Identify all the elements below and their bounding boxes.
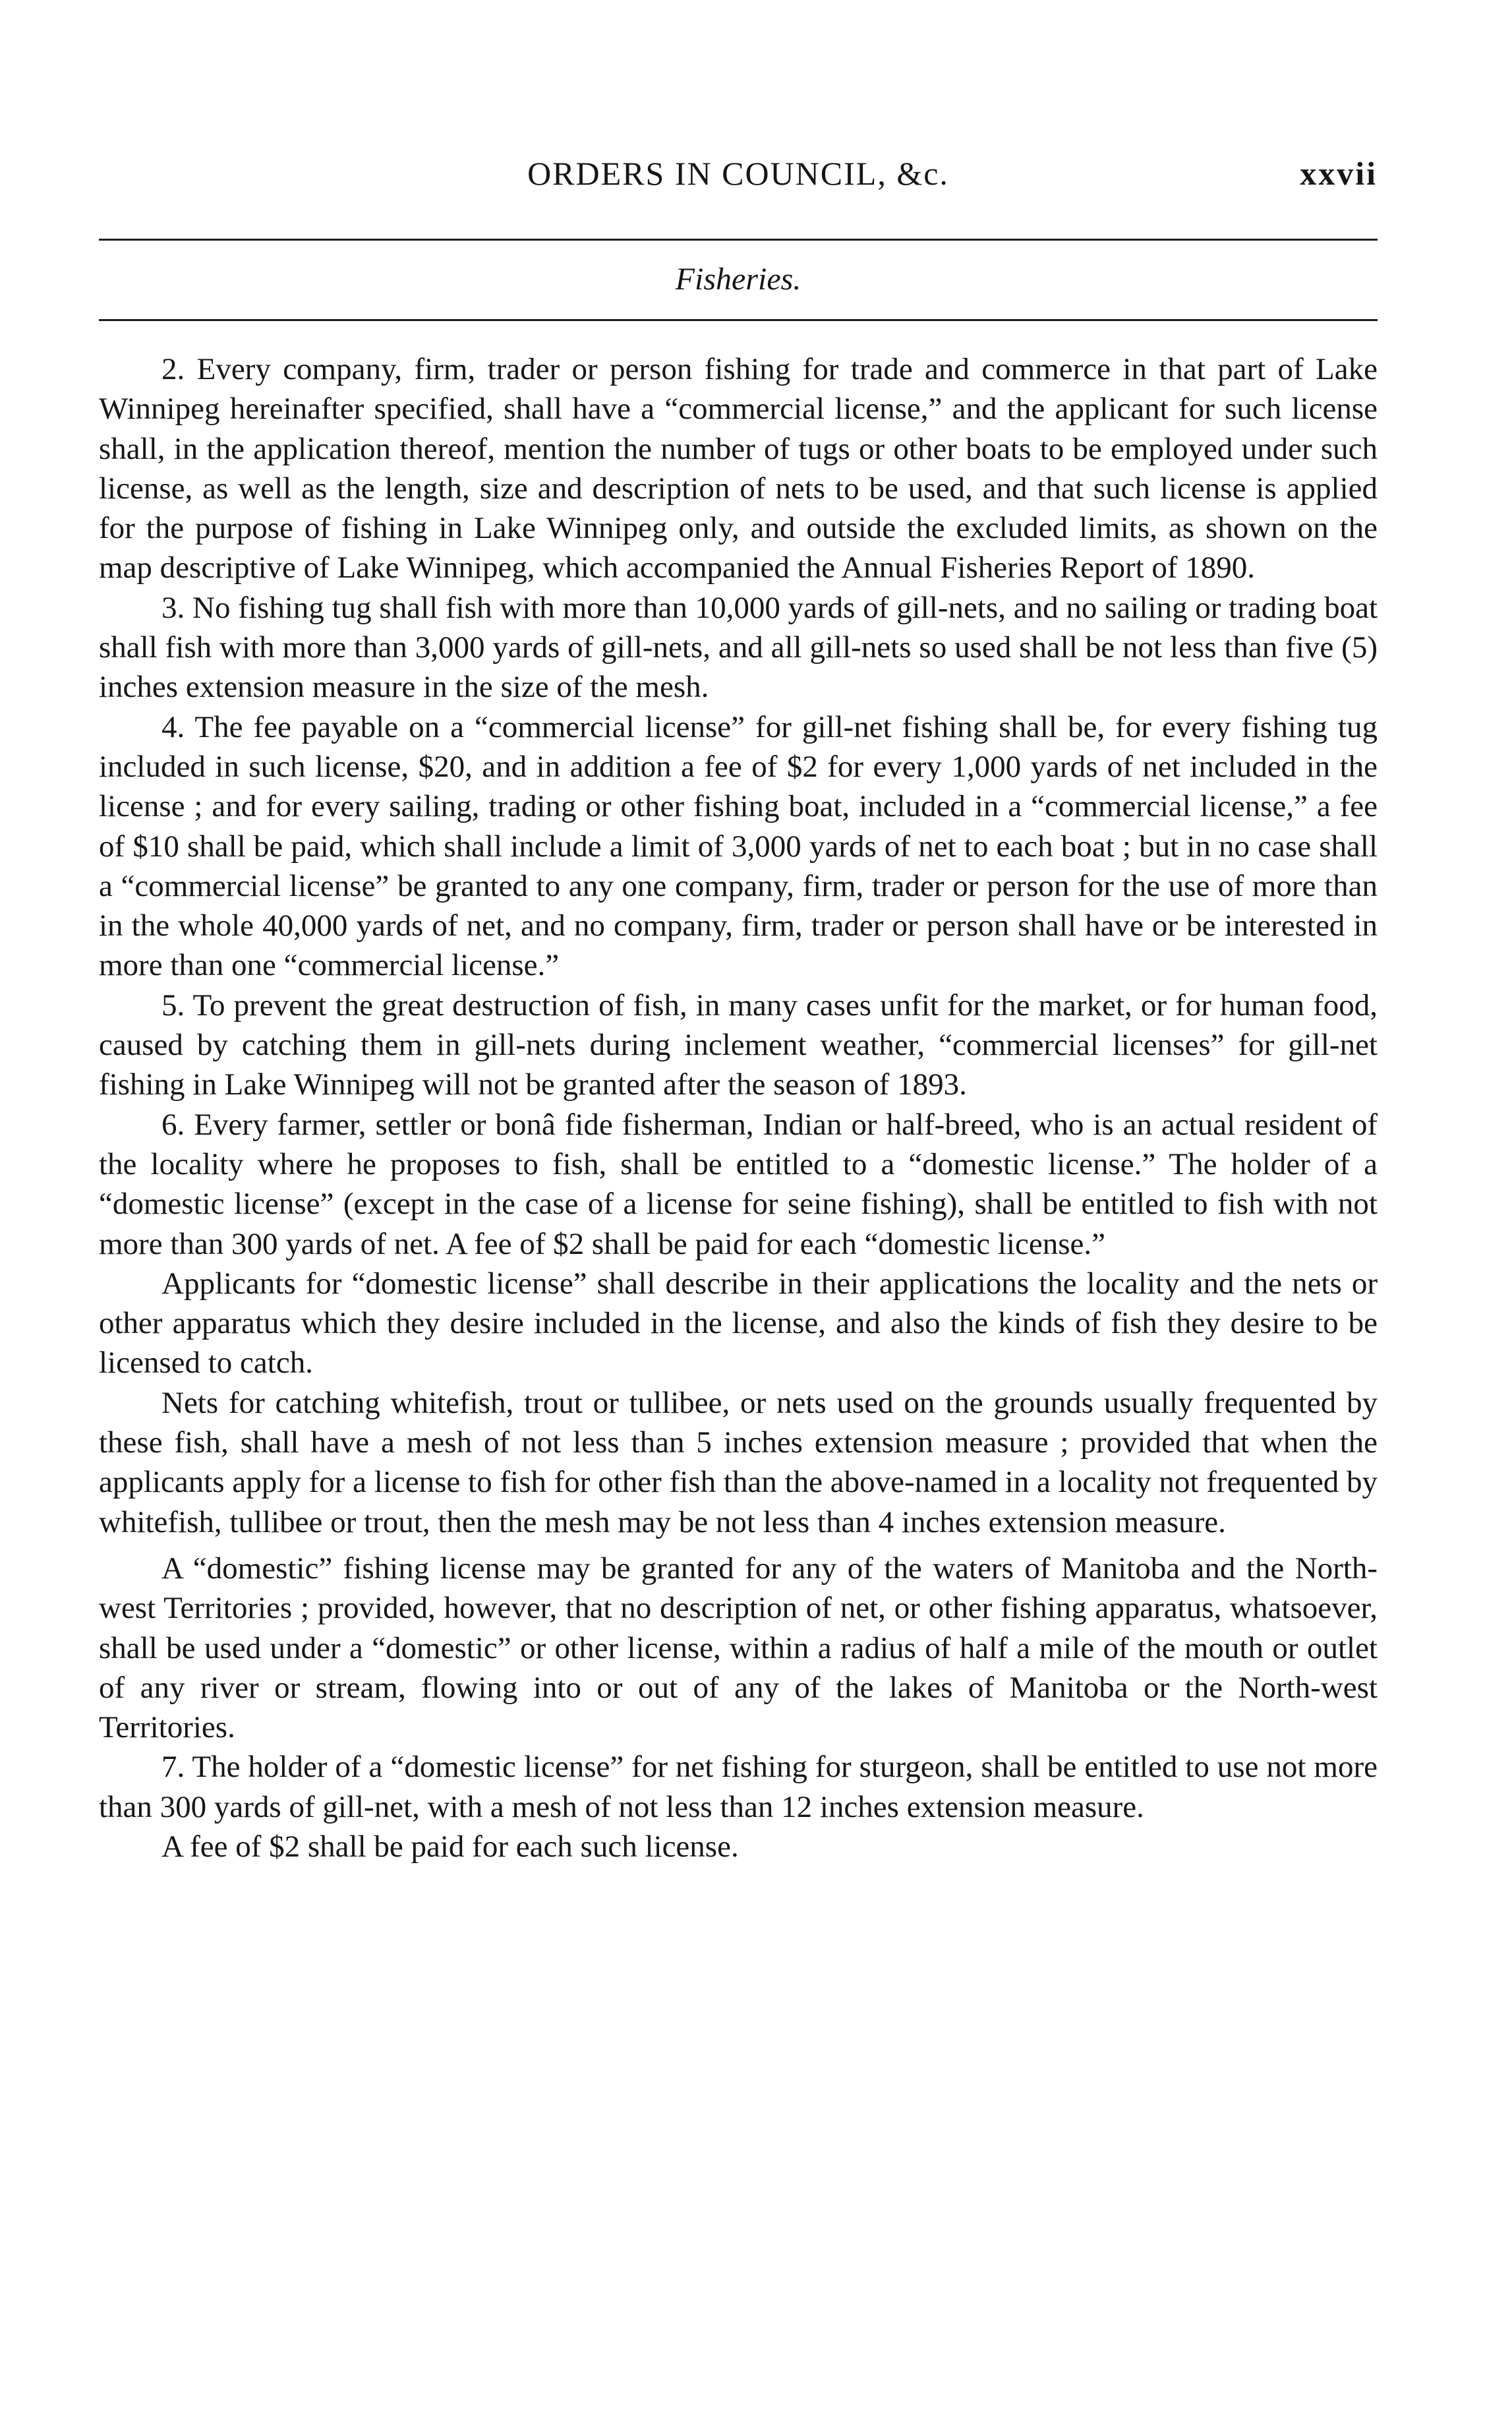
header-rule-top <box>99 239 1378 241</box>
paragraph-domestic-waters: A “domestic” fishing license may be granted for any of the waters of Manitoba and the North-west Territories ; provided, however, that no description of net, or other fishing apparatus, whatsoever, shall be used under a “domestic” or other license, within a radius of half a mile of the mouth or outlet of any river or stream, flowing into or out of any of the lakes of Manitoba or the North-west Territories. <box>99 1551 1378 1745</box>
page-number: xxvii <box>1300 155 1378 192</box>
running-title: ORDERS IN COUNCIL, &c. <box>527 155 949 192</box>
paragraph-6-domestic-license: 6. Every farmer, settler or bonâ fide fisherman, Indian or half-breed, who is an actual resident of the locality where he proposes to fish, shall be entitled to a “domestic license.” The holder of a “domestic license” (except in the case of a license for seine fishing), shall be entitled to fish with not more than 300 yards of net. A fee of $2 shall be paid for each “domestic license.” <box>99 1107 1378 1261</box>
body-text <box>99 349 1378 1866</box>
paragraph-sturgeon-fee: A fee of $2 shall be paid for each such license. <box>161 1829 739 1864</box>
section-title: Fisheries. <box>675 262 801 297</box>
paragraph-3-gill-net-limits: 3. No fishing tug shall fish with more than 10,000 yards of gill-nets, and no sailing or trading boat shall fish with more than 3,000 yards of gill-nets, and all gill-nets so used shall be not less than five (5) inches extension measure in the size of the mesh. <box>99 590 1378 705</box>
paragraph-7-sturgeon: 7. The holder of a “domestic license” for net fishing for sturgeon, shall be entitled to use not more than 300 yards of gill-net, with a mesh of not less than 12 inches extension measure. <box>99 1750 1378 1824</box>
paragraph-2-commercial-license: 2. Every company, firm, trader or person fishing for trade and commerce in that part of Lake Winnipeg hereinafter specified, shall have a “commercial license,” and the applicant for such license shall, in the application thereof, mention the number of tugs or other boats to be employed under such license, as well as the length, size and description of nets to be used, and that such license is applied for the purpose of fishing in Lake Winnipeg only, and outside the excluded limits, as shown on the map descriptive of Lake Winnipeg, which accompanied the Annual Fisheries Report of 1890. <box>99 352 1378 585</box>
paragraph-4-commercial-fee: 4. The fee payable on a “commercial license” for gill-net fishing shall be, for every fishing tug included in such license, $20, and in addition a fee of $2 for every 1,000 yards of net included in the license ; and for every sailing, trading or other fishing boat, included in a “commercial license,” a fee of $10 shall be paid, which shall include a limit of 3,000 yards of net to each boat ; but in no case shall a “commercial license” be granted to any one company, firm, trader or person for the use of more than in the whole 40,000 yards of net, and no company, firm, trader or person shall have or be interested in more than one “commercial license.” <box>99 709 1378 983</box>
header-rule-bottom <box>99 319 1378 321</box>
paragraph-domestic-applicants: Applicants for “domestic license” shall describe in their applications the locality and the nets or other apparatus which they desire included in the license, and also the kinds of fish they desire to be licensed to catch. <box>99 1266 1378 1381</box>
page-header <box>99 150 1378 203</box>
paragraph-5-destruction-of-fish: 5. To prevent the great destruction of fish, in many cases unfit for the market, or for human food, caused by catching them in gill-nets during inclement weather, “commercial licenses” for gill-net fishing in Lake Winnipeg will not be granted after the season of 1893. <box>99 988 1378 1102</box>
paragraph-mesh-sizes: Nets for catching whitefish, trout or tullibee, or nets used on the grounds usually frequented by these fish, shall have a mesh of not less than 5 inches extension measure ; provided that when the applicants apply for a license to fish for other fish than the above-named in a locality not frequented by whitefish, tullibee or trout, then the mesh may be not less than 4 inches extension measure. <box>99 1385 1378 1539</box>
